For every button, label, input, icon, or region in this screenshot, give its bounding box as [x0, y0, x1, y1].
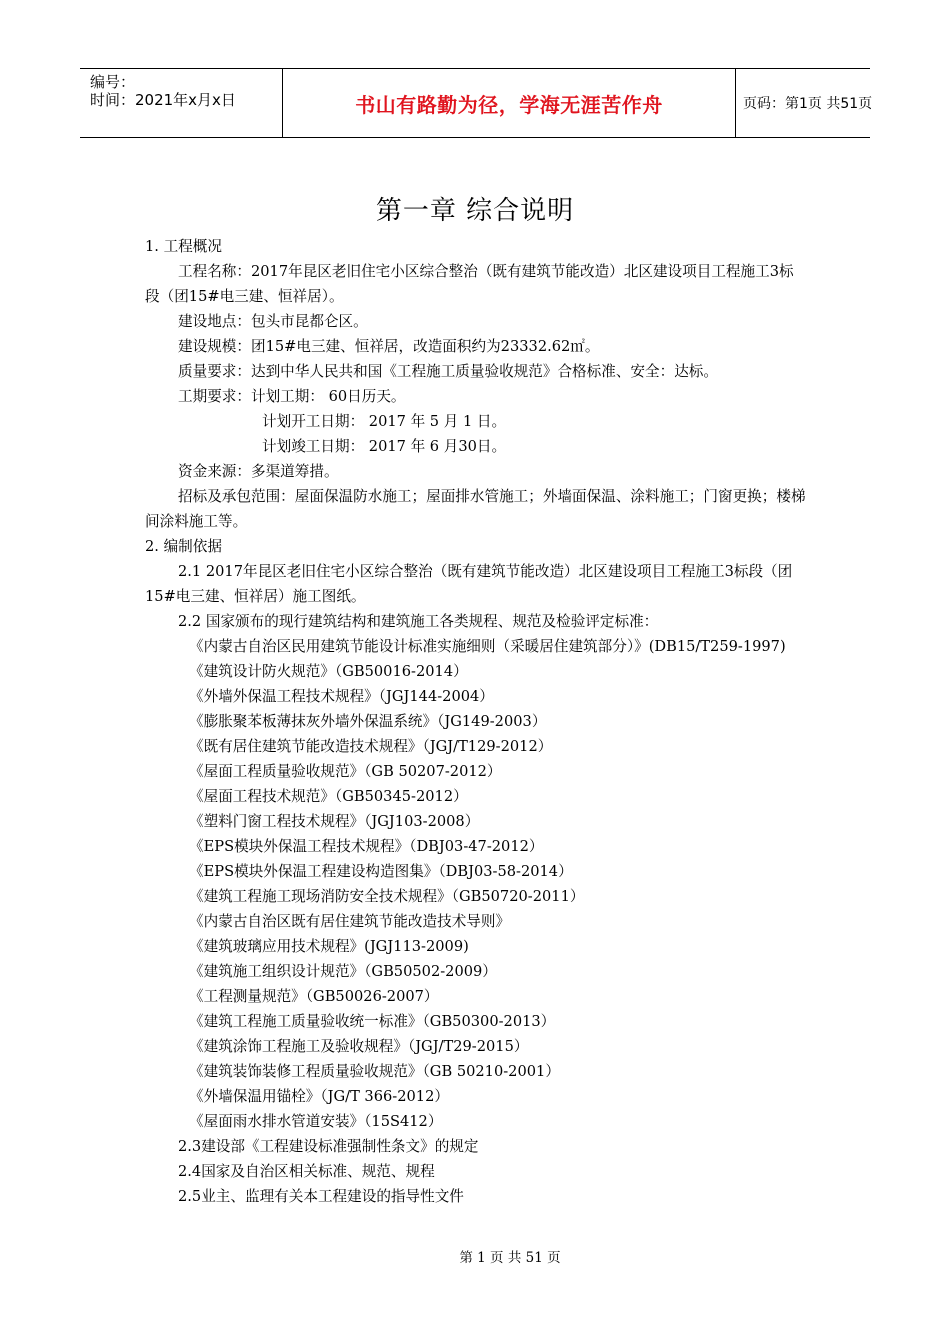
header-page-cell	[735, 69, 878, 137]
standard-item: 《建筑玻璃应用技术规程》(JGJ113-2009)	[189, 938, 469, 955]
standard-item: 《屋面工程质量验收规范》（GB 50207-2012）	[189, 763, 502, 780]
page-header	[80, 68, 873, 138]
header-meta	[80, 69, 282, 137]
period-requirement: 工期要求：计划工期： 60日历天。	[178, 388, 406, 405]
document-body	[145, 234, 807, 1209]
standard-item: 《既有居住建筑节能改造技术规程》（JGJ/T129-2012）	[189, 738, 553, 755]
basis-item-2-1: 2.1 2017年昆区老旧住宅小区综合整治（既有建筑节能改造）北区建设项目工程施工3标段（团15#电三建、恒祥居）施工图纸。	[145, 563, 793, 605]
standard-item: 《建筑工程施工现场消防安全技术规程》（GB50720-2011）	[189, 888, 585, 905]
start-date: 计划开工日期： 2017 年 5 月 1 日。	[262, 413, 507, 430]
standard-item: 《外墙外保温工程技术规程》（JGJ144-2004）	[189, 688, 494, 705]
footer-page-number: 第 1 页 共 51 页	[459, 1250, 561, 1266]
project-name: 工程名称：2017年昆区老旧住宅小区综合整治（既有建筑节能改造）北区建设项目工程施工3标段（团15#电三建、恒祥居）。	[145, 263, 794, 305]
standard-item: 《建筑设计防火规范》（GB50016-2014）	[189, 663, 468, 680]
time-label: 时间：2021年x月x日	[90, 91, 236, 109]
standard-item: 《屋面工程技术规范》（GB50345-2012）	[189, 788, 468, 805]
basis-item-2-4: 2.4国家及自治区相关标准、规范、规程	[178, 1163, 435, 1180]
section2-heading: 2. 编制依据	[145, 538, 222, 555]
basis-item-2-2: 2.2 国家颁布的现行建筑结构和建筑施工各类规程、规范及检验评定标准：	[178, 613, 659, 630]
chapter-title: 第一章 综合说明	[375, 196, 575, 226]
end-date: 计划竣工日期： 2017 年 6 月30日。	[262, 438, 507, 455]
contract-scope: 招标及承包范围：屋面保温防水施工；屋面排水管施工；外墙面保温、涂料施工；门窗更换；楼梯间涂料施工等。	[145, 488, 806, 530]
page-footer	[0, 1246, 950, 1266]
project-location: 建设地点：包头市昆都仑区。	[178, 313, 368, 330]
standard-item: 《屋面雨水排水管道安装》（15S412）	[189, 1113, 443, 1130]
standard-item: 《工程测量规范》（GB50026-2007）	[189, 988, 439, 1005]
project-scale: 建设规模：团15#电三建、恒祥居，改造面积约为23332.62㎡。	[178, 338, 600, 355]
code-label: 编号：	[90, 73, 136, 91]
funding-source: 资金来源：多渠道筹措。	[178, 463, 339, 480]
standard-item: 《建筑施工组织设计规范》（GB50502-2009）	[189, 963, 497, 980]
standard-item: 《建筑涂饰工程施工及验收规程》（JGJ/T29-2015）	[189, 1038, 529, 1055]
standard-item: 《塑料门窗工程技术规程》（JGJ103-2008）	[189, 813, 480, 830]
quality-requirement: 质量要求：达到中华人民共和国《工程施工质量验收规范》合格标准、安全：达标。	[178, 363, 718, 380]
header-page-label: 页码：第1页 共51页	[743, 96, 873, 112]
basis-item-2-3: 2.3建设部《工程建设标准强制性条文》的规定	[178, 1138, 479, 1155]
standard-item: 《EPS模块外保温工程建设构造图集》（DBJ03-58-2014）	[189, 863, 573, 880]
header-motto-cell	[282, 69, 736, 137]
section1-heading: 1. 工程概况	[145, 238, 222, 255]
basis-item-2-5: 2.5业主、监理有关本工程建设的指导性文件	[178, 1188, 464, 1205]
standard-item: 《内蒙古自治区民用建筑节能设计标准实施细则（采暖居住建筑部分）》(DB15/T259-1997)	[189, 638, 786, 655]
standard-item: 《建筑装饰装修工程质量验收规范》（GB 50210-2001）	[189, 1063, 560, 1080]
standard-item: 《建筑工程施工质量验收统一标准》（GB50300-2013）	[189, 1013, 556, 1030]
standard-item: 《膨胀聚苯板薄抹灰外墙外保温系统》（JG149-2003）	[189, 713, 547, 730]
header-motto: 书山有路勤为径，学海无涯苦作舟	[355, 92, 663, 117]
standard-item: 《EPS模块外保温工程技术规程》（DBJ03-47-2012）	[189, 838, 544, 855]
standard-item: 《内蒙古自治区既有居住建筑节能改造技术导则》	[189, 913, 511, 930]
standard-item: 《外墙保温用锚栓》（JG/T 366-2012）	[189, 1088, 449, 1105]
